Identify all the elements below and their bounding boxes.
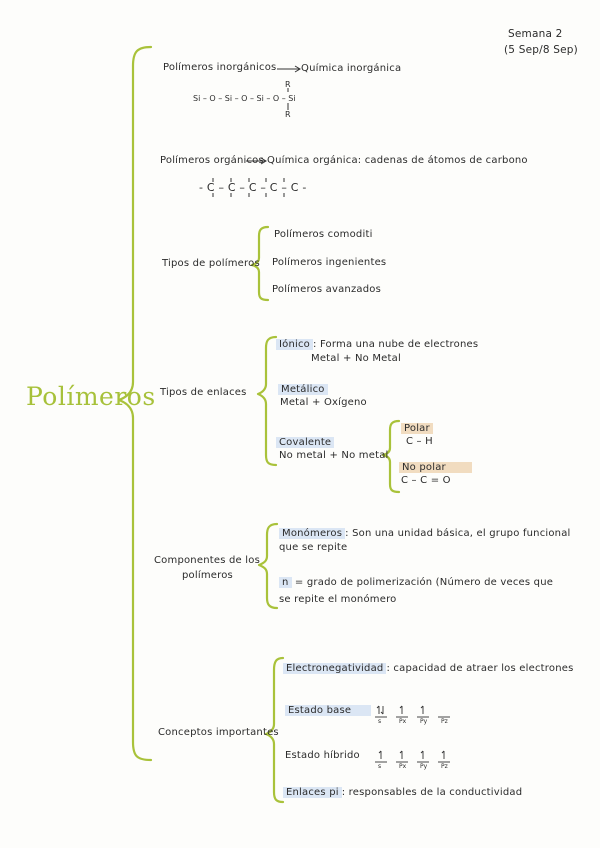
hybrid-state-orbitals [375, 751, 450, 762]
orbital-py: Py [420, 718, 428, 725]
nonpolar-label: No polar [399, 462, 472, 473]
types-item: Polímeros avanzados [272, 284, 382, 295]
types-item: Polímeros ingenientes [272, 257, 387, 268]
monomer-label: Monómeros [279, 528, 345, 539]
polar-row [401, 423, 433, 434]
inorganic-r-bottom: R [285, 110, 291, 119]
n-desc: = grado de polimerización (Número de veces que [291, 577, 554, 588]
nonpolar-row [399, 462, 472, 473]
ionic-row [276, 339, 478, 350]
orbital-px: Px [399, 763, 407, 770]
base-state-row [285, 705, 371, 716]
inorganic-r-top: R [285, 80, 291, 89]
date-range: (5 Sep/8 Sep) [504, 44, 578, 56]
organic-formula: - C – C – C – C – C - [199, 181, 307, 194]
types-item: Polímeros comoditi [274, 229, 373, 240]
hybrid-state-label: Estado híbrido [285, 750, 360, 761]
base-state-label: Estado base [285, 705, 371, 716]
orbital-pz: Pz [441, 718, 448, 725]
base-state-orbitals [375, 706, 450, 717]
inorganic-result: Química inorgánica [301, 63, 402, 74]
polar-example: C – H [406, 436, 433, 447]
orbital-s: s [378, 763, 382, 770]
components-label-1: Componentes de los [154, 555, 260, 566]
bonds-label: Tipos de enlaces [160, 387, 247, 398]
arrow-inorganic [277, 66, 300, 72]
components-bracket [259, 524, 277, 608]
covalent-row [276, 437, 334, 448]
n-row [279, 577, 553, 588]
orbital-py: Py [420, 763, 428, 770]
pi-desc: : responsables de la conductividad [341, 787, 523, 798]
pi-row [283, 787, 522, 798]
covalent-sub: No metal + No metal [279, 450, 389, 461]
main-bracket [119, 47, 151, 760]
orbital-s: s [378, 718, 382, 725]
monomer-desc-2: que se repite [279, 542, 348, 553]
n-label: n [279, 577, 292, 588]
orbital-px: Px [399, 718, 407, 725]
concepts-label: Conceptos importantes [158, 727, 279, 738]
metallic-row [278, 384, 328, 395]
week-label: Semana 2 [508, 28, 563, 40]
pi-label: Enlaces pi [283, 787, 342, 798]
polar-label: Polar [401, 423, 433, 434]
nonpolar-example: C – C = O [401, 475, 451, 486]
orbital-pz: Pz [441, 763, 448, 770]
ionic-sub: Metal + No Metal [311, 353, 401, 364]
monomer-desc: : Son una unidad básica, el grupo funcional [345, 528, 571, 539]
page-title: Polímeros [26, 382, 156, 411]
organic-result: Química orgánica: cadenas de átomos de carbono [267, 155, 528, 166]
inorganic-label: Polímeros inorgánicos [163, 62, 277, 73]
covalent-label: Covalente [276, 437, 334, 448]
electroneg-desc: : capacidad de atraer los electrones [386, 663, 574, 674]
ionic-desc: : Forma una nube de electrones [313, 339, 479, 350]
n-desc-2: se repite el monómero [279, 594, 397, 605]
hybrid-state-row [285, 750, 360, 761]
electroneg-label: Electronegatividad [283, 663, 386, 674]
ionic-label: Iónico [276, 339, 313, 350]
bonds-bracket [258, 337, 276, 465]
electroneg-row [283, 663, 574, 674]
metallic-sub: Metal + Oxígeno [280, 397, 367, 408]
metallic-label: Metálico [278, 384, 328, 395]
monomer-row [279, 528, 571, 539]
components-label-2: polímeros [182, 570, 233, 581]
organic-label: Polímeros orgánicos [160, 155, 264, 166]
types-label: Tipos de polímeros [162, 258, 260, 269]
inorganic-formula: Si – O – Si – O – Si – O – Si [193, 94, 296, 103]
